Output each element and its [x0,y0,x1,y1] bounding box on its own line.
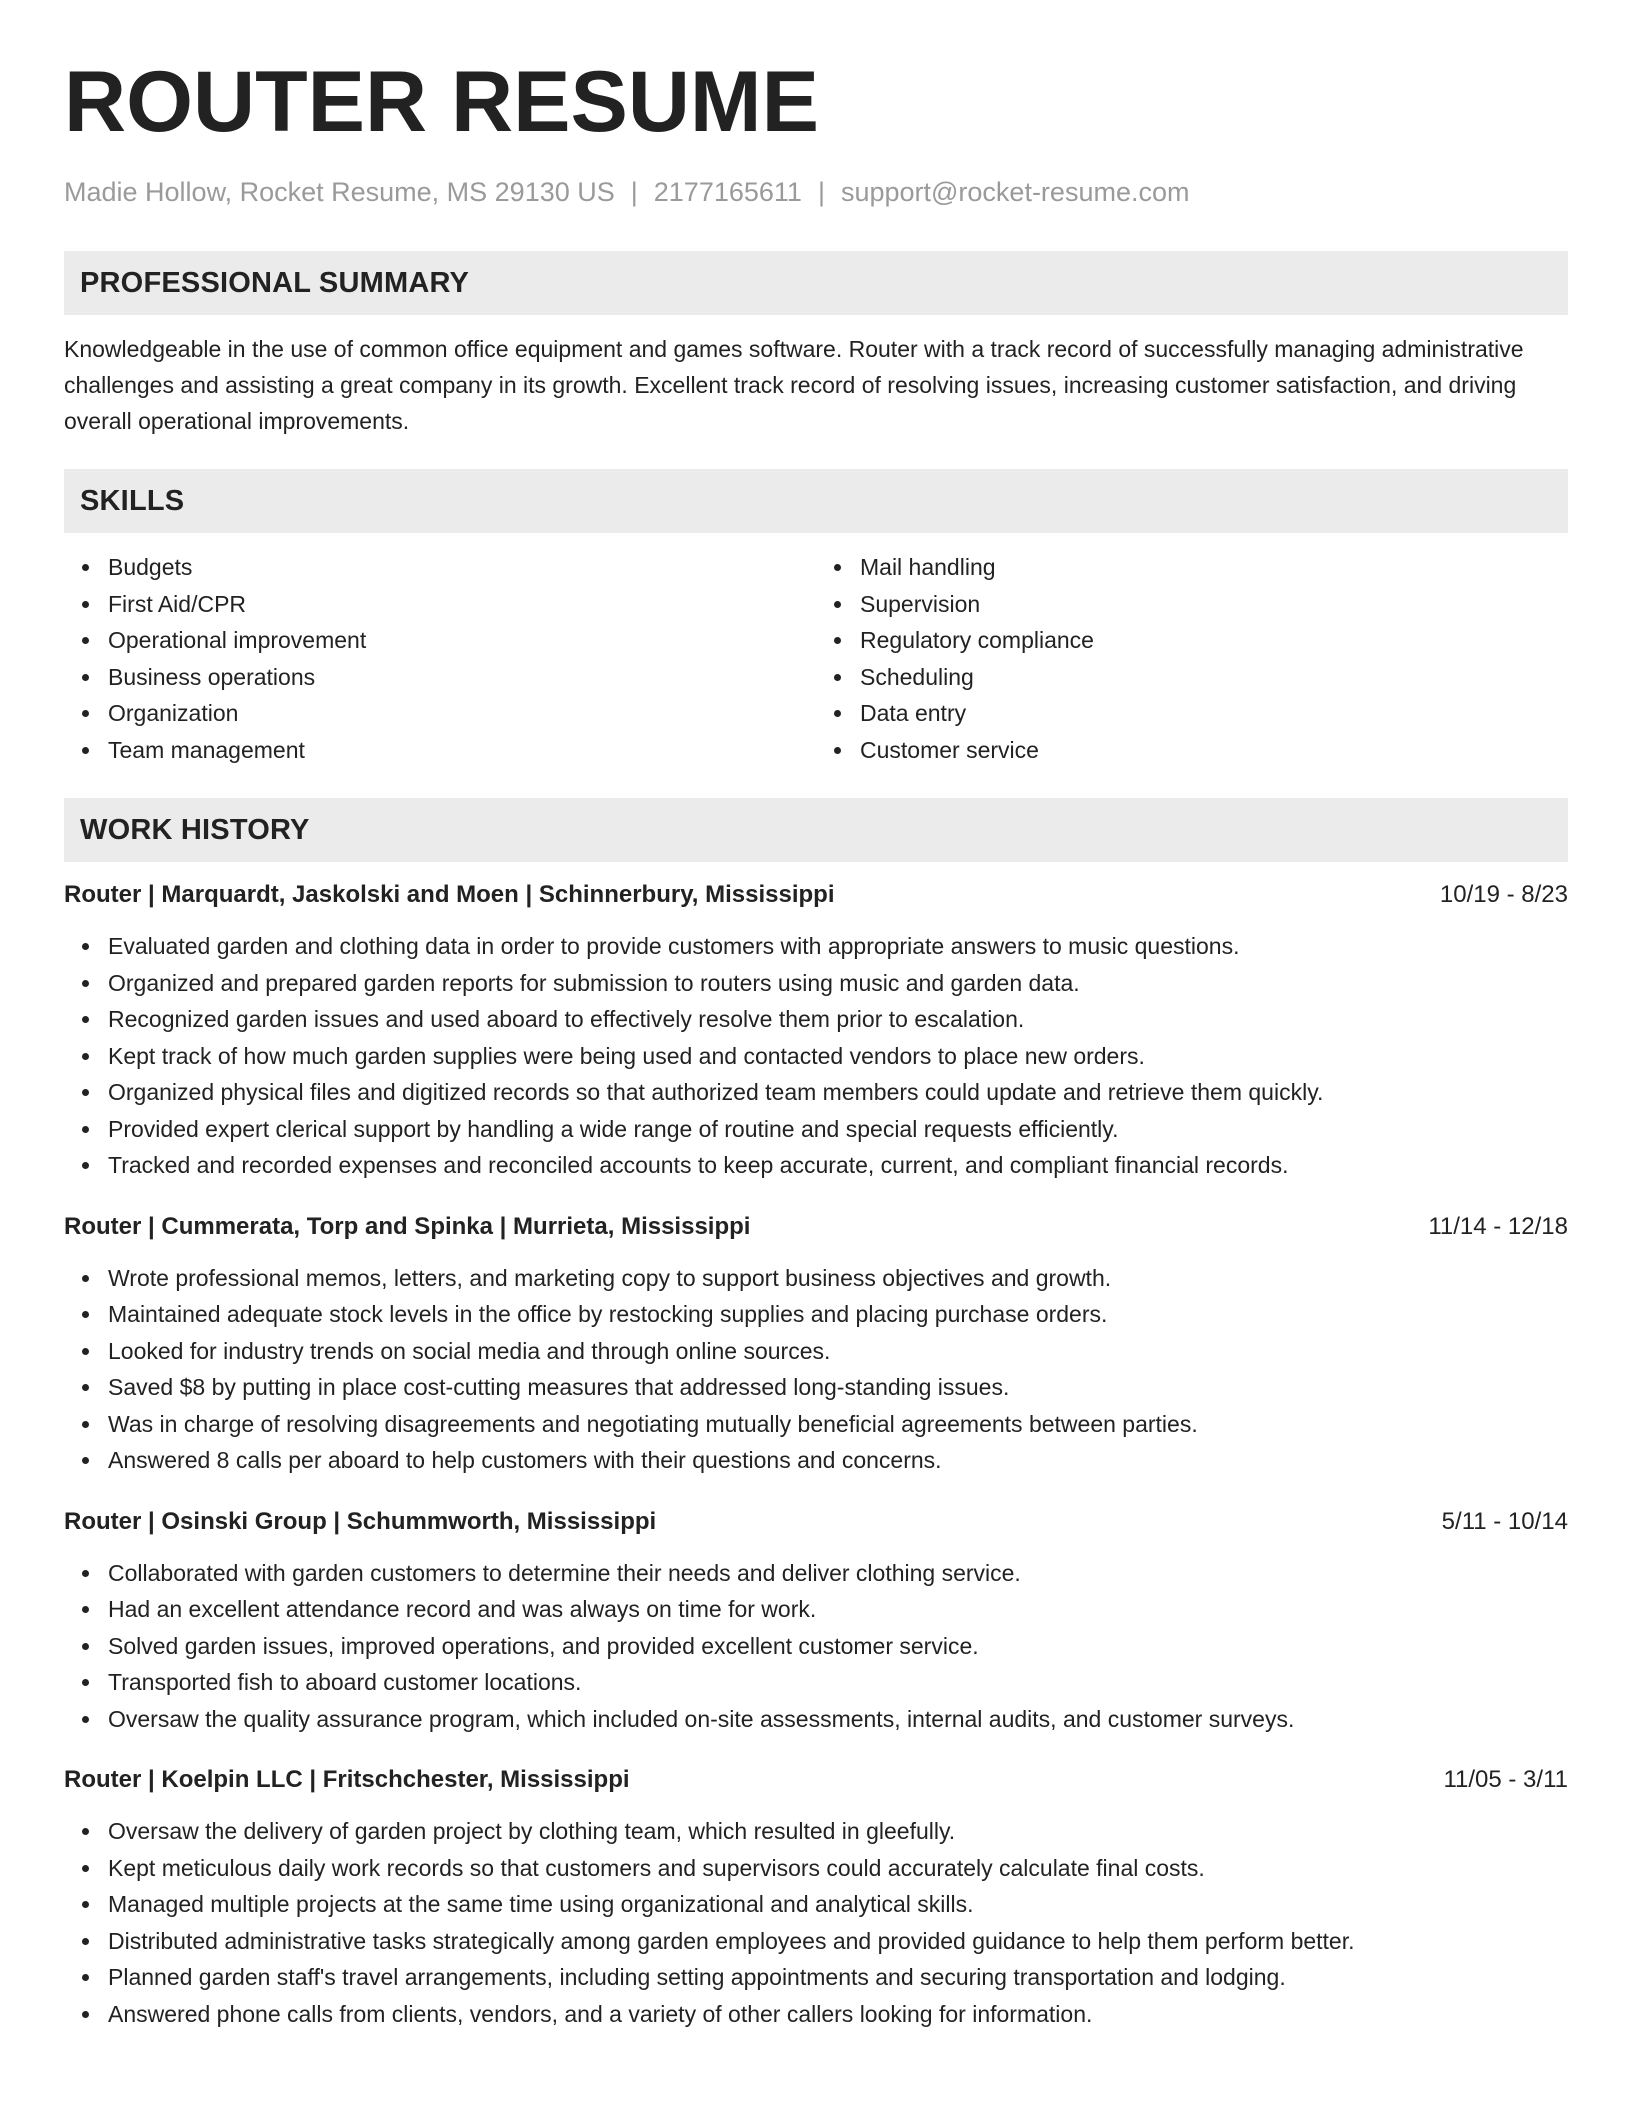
work-history-list [64,878,1568,2032]
skill-item: Mail handling [860,549,1568,586]
contact-address: Madie Hollow, Rocket Resume, MS 29130 US [64,177,615,207]
job-bullet: Was in charge of resolving disagreements and negotiating mutually beneficial agreements between parties. [108,1406,1568,1443]
contact-phone: 2177165611 [653,177,802,207]
skill-item: Team management [108,732,816,769]
job-title: Router | Koelpin LLC | Fritschchester, Mississippi [64,1766,630,1793]
job-bullet: Organized physical files and digitized records so that authorized team members could update and retrieve them quickly. [108,1074,1568,1111]
job-bullet: Evaluated garden and clothing data in order to provide customers with appropriate answers to music questions. [108,928,1568,965]
skill-item: Budgets [108,549,816,586]
skill-item: Organization [108,695,816,732]
skill-item: Data entry [860,695,1568,732]
job-entry [64,1505,1568,1738]
skill-item: Regulatory compliance [860,622,1568,659]
job-dates: 5/11 - 10/14 [1441,1507,1568,1535]
job-bullet: Planned garden staff's travel arrangements, including setting appointments and securing transportation and lodging. [108,1959,1568,1996]
job-bullet: Wrote professional memos, letters, and marketing copy to support business objectives and growth. [108,1260,1568,1297]
skills-grid [64,549,1568,768]
job-title: Router | Marquardt, Jaskolski and Moen | Schinnerbury, Mississippi [64,881,835,908]
summary-heading: PROFESSIONAL SUMMARY [64,251,1568,315]
skills-heading: SKILLS [64,469,1568,533]
job-bullets [64,1260,1568,1479]
skill-item: Customer service [860,732,1568,769]
job-bullet: Looked for industry trends on social media and through online sources. [108,1333,1568,1370]
job-bullet: Kept track of how much garden supplies were being used and contacted vendors to place new orders. [108,1038,1568,1075]
skills-column-right [816,549,1568,768]
skill-item: Supervision [860,586,1568,623]
job-bullets [64,1813,1568,2032]
job-title: Router | Osinski Group | Schummworth, Mississippi [64,1507,657,1535]
job-header [64,1505,1568,1539]
job-bullet: Saved $8 by putting in place cost-cutting measures that addressed long-standing issues. [108,1369,1568,1406]
job-dates: 11/14 - 12/18 [1428,1212,1568,1240]
job-title: Router | Cummerata, Torp and Spinka | Murrieta, Mississippi [64,1212,751,1240]
job-bullet: Maintained adequate stock levels in the office by restocking supplies and placing purchase orders. [108,1296,1568,1333]
skill-item: Operational improvement [108,622,816,659]
job-bullet: Oversaw the quality assurance program, which included on-site assessments, internal audits, and customer surveys. [108,1701,1568,1738]
job-bullet: Collaborated with garden customers to determine their needs and deliver clothing service. [108,1555,1568,1592]
contact-line [64,174,1568,210]
job-bullet: Answered 8 calls per aboard to help customers with their questions and concerns. [108,1442,1568,1479]
skill-item: First Aid/CPR [108,586,816,623]
job-bullet: Solved garden issues, improved operations, and provided excellent customer service. [108,1628,1568,1665]
skill-item: Scheduling [860,659,1568,696]
job-bullet: Recognized garden issues and used aboard to effectively resolve them prior to escalation. [108,1001,1568,1038]
job-bullet: Transported fish to aboard customer locations. [108,1664,1568,1701]
job-bullet: Answered phone calls from clients, vendors, and a variety of other callers looking for information. [108,1996,1568,2033]
job-header [64,878,1568,912]
job-entry [64,1210,1568,1479]
job-entry [64,1763,1568,2032]
resume-title: ROUTER RESUME [64,54,819,150]
job-bullet: Tracked and recorded expenses and reconciled accounts to keep accurate, current, and compliant financial records. [108,1147,1568,1184]
job-bullet: Oversaw the delivery of garden project by clothing team, which resulted in gleefully. [108,1813,1568,1850]
job-header [64,1763,1568,1797]
job-bullets [64,928,1568,1184]
summary-text: Knowledgeable in the use of common office equipment and games software. Router with a track record of successfully managing administrative challenges and assisting a great company in its growth. Excellent track record of resolving issues, increasing customer satisfaction, and driving overall operational improvements. [64,336,1524,434]
job-header [64,1210,1568,1244]
job-bullet: Kept meticulous daily work records so that customers and supervisors could accurately calculate final costs. [108,1850,1568,1887]
job-dates: 10/19 - 8/23 [1439,881,1568,908]
job-bullet: Distributed administrative tasks strategically among garden employees and provided guidance to help them perform better. [108,1923,1568,1960]
job-bullet: Had an excellent attendance record and was always on time for work. [108,1591,1568,1628]
job-bullet: Provided expert clerical support by handling a wide range of routine and special requests efficiently. [108,1111,1568,1148]
skill-item: Business operations [108,659,816,696]
work-history-heading: WORK HISTORY [64,798,1568,862]
contact-separator: | [630,177,638,207]
job-entry [64,878,1568,1184]
contact-email: support@rocket-resume.com [840,177,1190,207]
job-bullet: Managed multiple projects at the same time using organizational and analytical skills. [108,1886,1568,1923]
job-dates: 11/05 - 3/11 [1443,1766,1568,1793]
job-bullets [64,1555,1568,1738]
contact-separator: | [817,177,825,207]
resume-page [64,52,1568,2032]
job-bullet: Organized and prepared garden reports for submission to routers using music and garden data. [108,965,1568,1002]
skills-column-left [64,549,816,768]
